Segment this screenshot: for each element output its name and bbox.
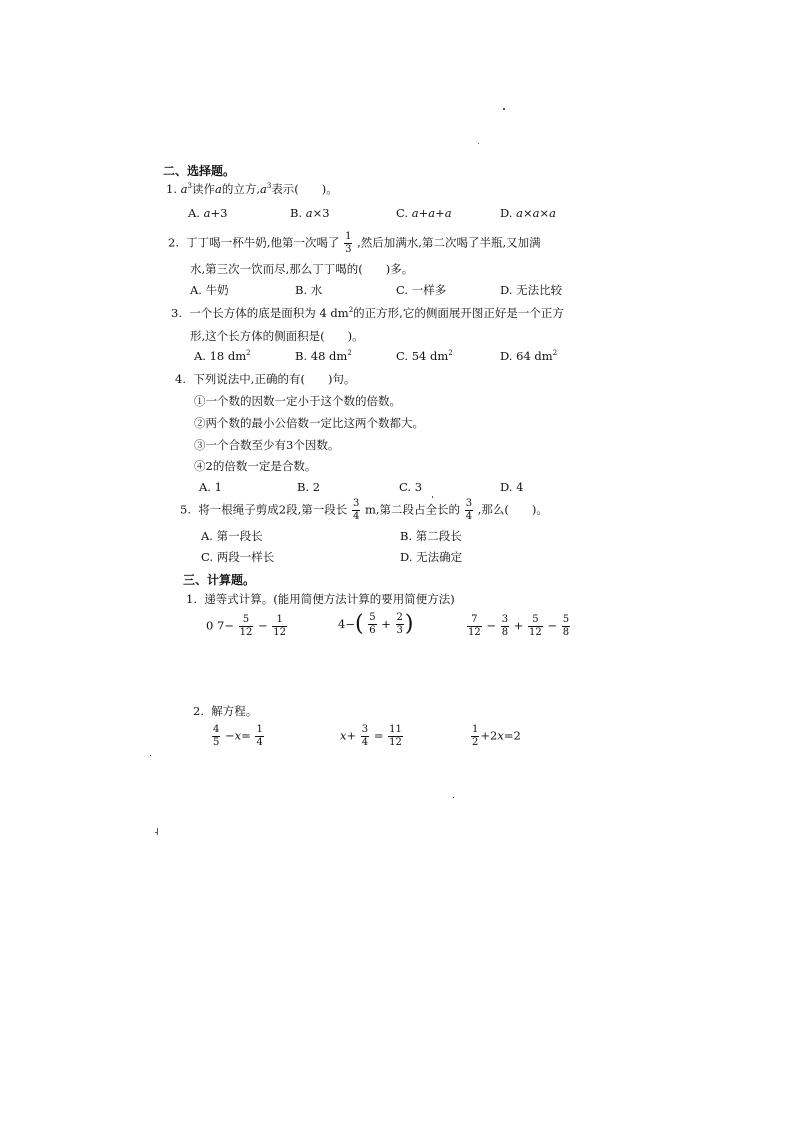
q5-option-c: C. 两段一样长 [201,550,275,564]
q4-option-c: C. 3 [399,480,423,494]
q3-line2: 形,这个长方体的侧面积是( )。 [190,329,364,343]
question-1: 1. $a^3$读作a的立方$,a^3$表示( )。 [166,182,338,196]
q1-text-reads: 读作 [191,182,215,196]
calc-expression-3: $\frac{7}{12}$ − $\frac{3}{8}$ + $\frac{5}{12}$ − $\frac{5}{8}$ [468,614,570,638]
q4-statement-3: ③一个合数至少有3个因数。 [194,438,340,452]
question-number: 4. [175,372,186,386]
equation-3: $\frac{1}{2}$ +2x=2 [472,724,521,748]
scan-speck [150,755,151,756]
q1-option-d: D. a×a×a [500,206,556,220]
question-number: 2. [168,235,179,250]
q2-option-d: D. 无法比较 [500,283,563,297]
question-number: 2. [193,704,204,718]
q1-option-a: A. a+3 [188,206,228,220]
fraction: $\frac{3}{4}$ [352,498,360,522]
q4-statement-2: ②两个数的最小公倍数一定比这两个数都大。 [194,416,424,430]
q5-option-d: D. 无法确定 [400,550,463,564]
scan-speck [478,143,479,144]
q3-option-c: C. 54 $dm^2$ [396,349,453,363]
fraction: $\frac{1}{3}$ [345,231,352,255]
q1-text-cube: 的立方, [221,182,260,196]
calc-question-1: 1. 递等式计算。(能用简便方法计算的要用简便方法) [186,592,455,606]
q2-line2: 水,第三次一饮而尽,那么丁丁喝的( )多。 [190,262,414,276]
calc-question-2: 2. 解方程。 [193,704,258,718]
q3-option-d: D. 64 $dm^2$ [500,349,558,363]
q3-option-a: A. 18 $dm^2$ [194,349,251,363]
question-5: 5. 将一根绳子剪成2段,第一段长 $\frac{3}{4}$ m,第二段占全长的 $\frac{3}{4}$ ,那么( )。 [180,498,548,522]
question-2: 2. 丁丁喝一杯牛奶,他第一次喝了 $\frac{1}{3}$ ,然后加满水,第二次喝了半瓶,又加满 [168,231,541,255]
scan-speck [432,496,433,498]
calc-expression-2: 4−( $\frac{5}{6}$ + $\frac{2}{3}$ ) [338,611,414,637]
question-number: 3. [171,306,182,320]
q5-option-a: A. 第一段长 [201,529,263,543]
q3-option-b: B. 48 $dm^2$ [295,349,352,363]
fraction: $\frac{3}{4}$ [465,498,473,522]
q2-option-a: A. 牛奶 [190,283,229,297]
scan-speck [155,832,157,833]
scan-speck [503,108,505,110]
q5-option-b: B. 第二段长 [400,529,462,543]
q4-option-d: D. 4 [500,480,524,494]
q1-option-b: B. a×3 [290,206,330,220]
question-4: 4. 下列说法中,正确的有( )句。 [175,372,356,386]
question-number: 1. [166,182,177,196]
section-title-calc: 三、计算题。 [183,573,256,587]
question-number: 1. [186,592,197,606]
scan-speck [157,828,158,835]
question-3: 3. 一个长方体的底是面积为 4 $dm^2$的正方形,它的侧面展开图正好是一个正方 [171,306,564,320]
scan-speck [453,797,454,798]
q2-option-c: C. 一样多 [396,283,447,297]
calc-expression-1: 0 7− $\frac{5}{12}$ − $\frac{1}{12}$ [206,614,287,638]
q1-option-c: C. a+a+a [396,206,452,220]
q1-text-means: 表示( )。 [271,182,338,196]
q2-option-b: B. 水 [295,283,323,297]
q4-option-b: B. 2 [297,480,321,494]
question-number: 5. [180,502,191,517]
section-title-choice: 二、选择题。 [163,164,236,178]
equation-1: $\frac{4}{5}$ −x= $\frac{1}{4}$ [213,724,263,748]
q4-option-a: A. 1 [199,480,222,494]
equation-2: x+ $\frac{3}{4}$ = $\frac{11}{12}$ [340,724,402,748]
q4-statement-1: ①一个数的因数一定小于这个数的倍数。 [194,394,401,408]
q4-statement-4: ④2的倍数一定是合数。 [194,459,317,473]
